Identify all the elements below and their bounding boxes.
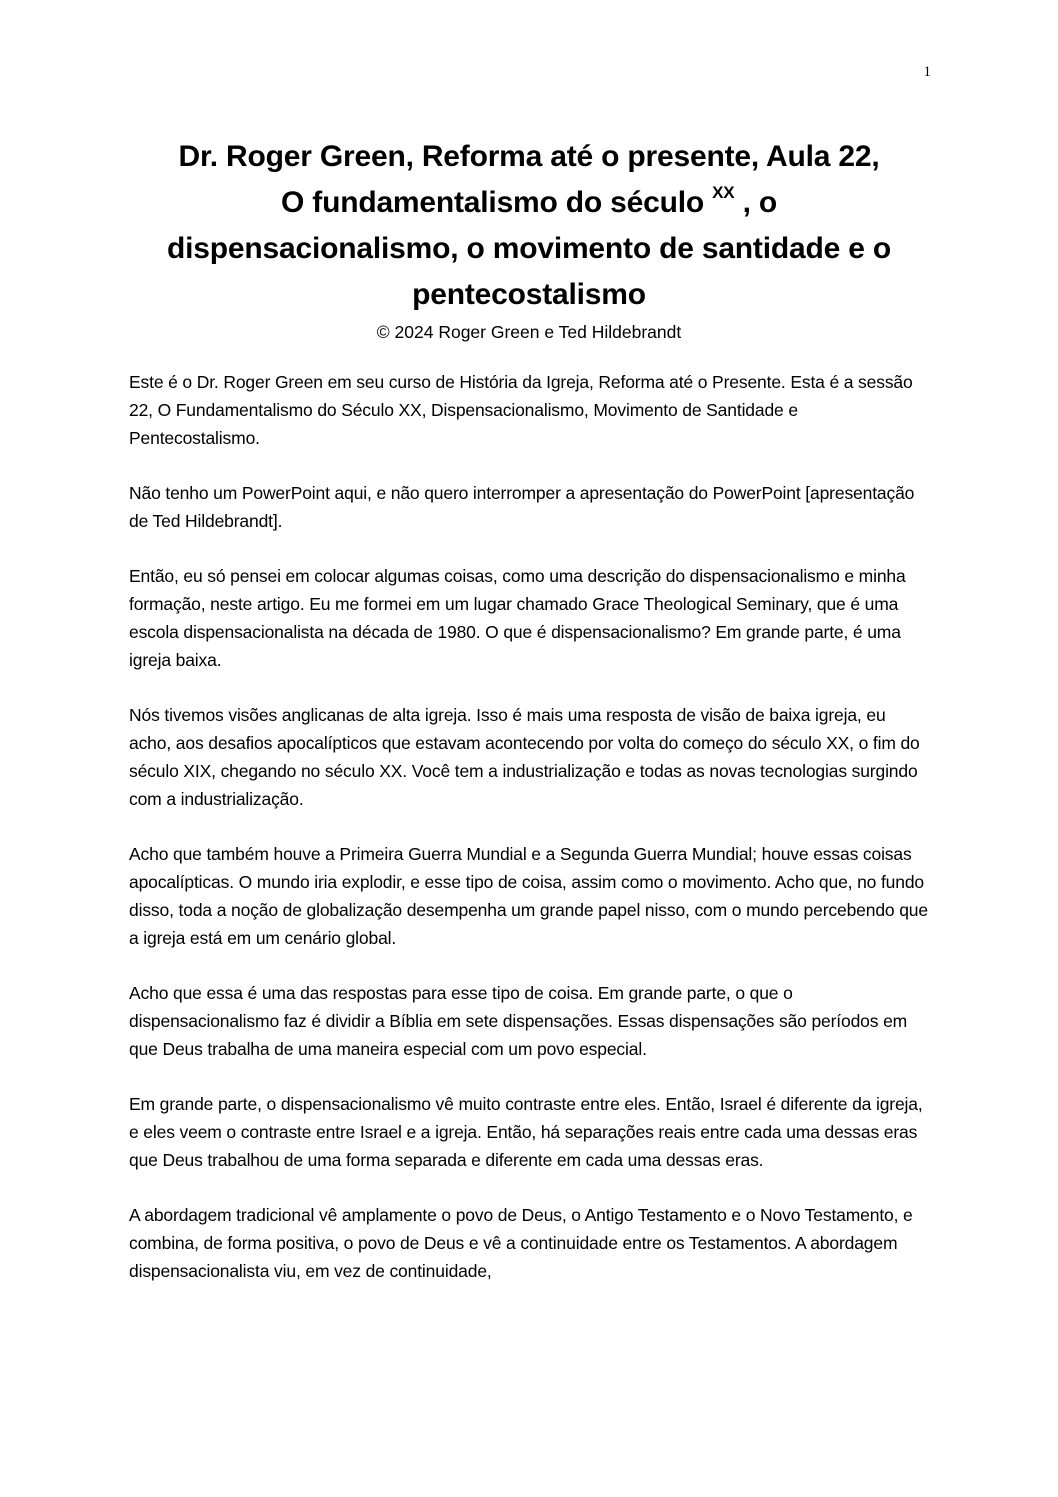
title-line-3: dispensacionalismo, o movimento de santidade e o <box>167 232 891 265</box>
document-title <box>120 134 938 318</box>
paragraph: Não tenho um PowerPoint aqui, e não quero interromper a apresentação do PowerPoint [apresentação de Ted Hildebrandt]. <box>129 483 915 531</box>
paragraph: Nós tivemos visões anglicanas de alta igreja. Isso é mais uma resposta de visão de baixa igreja, eu acho, aos desafios apocalípticos que estavam acontecendo por volta do começo do século XX, o fim do século XIX, chegando no século XX. Você tem a industrialização e todas as novas tecnologias surgindo com a industrialização. <box>129 705 920 809</box>
paragraph: Então, eu só pensei em colocar algumas coisas, como uma descrição do dispensacionalismo e minha formação, neste artigo. Eu me formei em um lugar chamado Grace Theological Seminary, que é uma escola dispensacionalista na década de 1980. O que é dispensacionalismo? Em grande parte, é uma igreja baixa. <box>129 566 906 670</box>
document-body <box>129 368 929 1312</box>
document-header <box>120 134 938 344</box>
title-line-1: Dr. Roger Green, Reforma até o presente, Aula 22, <box>178 140 880 173</box>
paragraph: Acho que essa é uma das respostas para esse tipo de coisa. Em grande parte, o que o dispensacionalismo faz é dividir a Bíblia em sete dispensações. Essas dispensações são períodos em que Deus trabalha de uma maneira especial com um povo especial. <box>129 983 908 1059</box>
title-line-2-end: , o <box>734 186 777 219</box>
copyright-notice: © 2024 Roger Green e Ted Hildebrandt <box>376 322 682 342</box>
title-line-4: pentecostalismo <box>412 278 646 311</box>
paragraph: Este é o Dr. Roger Green em seu curso de História da Igreja, Reforma até o Presente. Esta é a sessão 22, O Fundamentalismo do Século XX, Dispensacionalismo, Movimento de Santidade e Pentecostalismo. <box>129 372 913 448</box>
paragraph: Acho que também houve a Primeira Guerra Mundial e a Segunda Guerra Mundial; houve essas coisas apocalípticas. O mundo iria explodir, e esse tipo de coisa, assim como o movimento. Acho que, no fundo disso, toda a noção de globalização desempenha um grande papel nisso, com o mundo percebendo que a igreja está em um cenário global. <box>129 844 928 948</box>
paragraph: A abordagem tradicional vê amplamente o povo de Deus, o Antigo Testamento e o Novo Testamento, e combina, de forma positiva, o povo de Deus e vê a continuidade entre os Testamentos. A abordagem dispensacionalista viu, em vez de continuidade, <box>129 1205 913 1281</box>
paragraph: Em grande parte, o dispensacionalismo vê muito contraste entre eles. Então, Israel é diferente da igreja, e eles veem o contraste entre Israel e a igreja. Então, há separações reais entre cada uma dessas eras que Deus trabalhou de uma forma separada e diferente em cada uma dessas eras. <box>129 1094 923 1170</box>
title-superscript: XX <box>712 183 735 202</box>
title-line-2-start: O fundamentalismo do século <box>281 186 713 219</box>
page-number: 1 <box>923 64 931 80</box>
